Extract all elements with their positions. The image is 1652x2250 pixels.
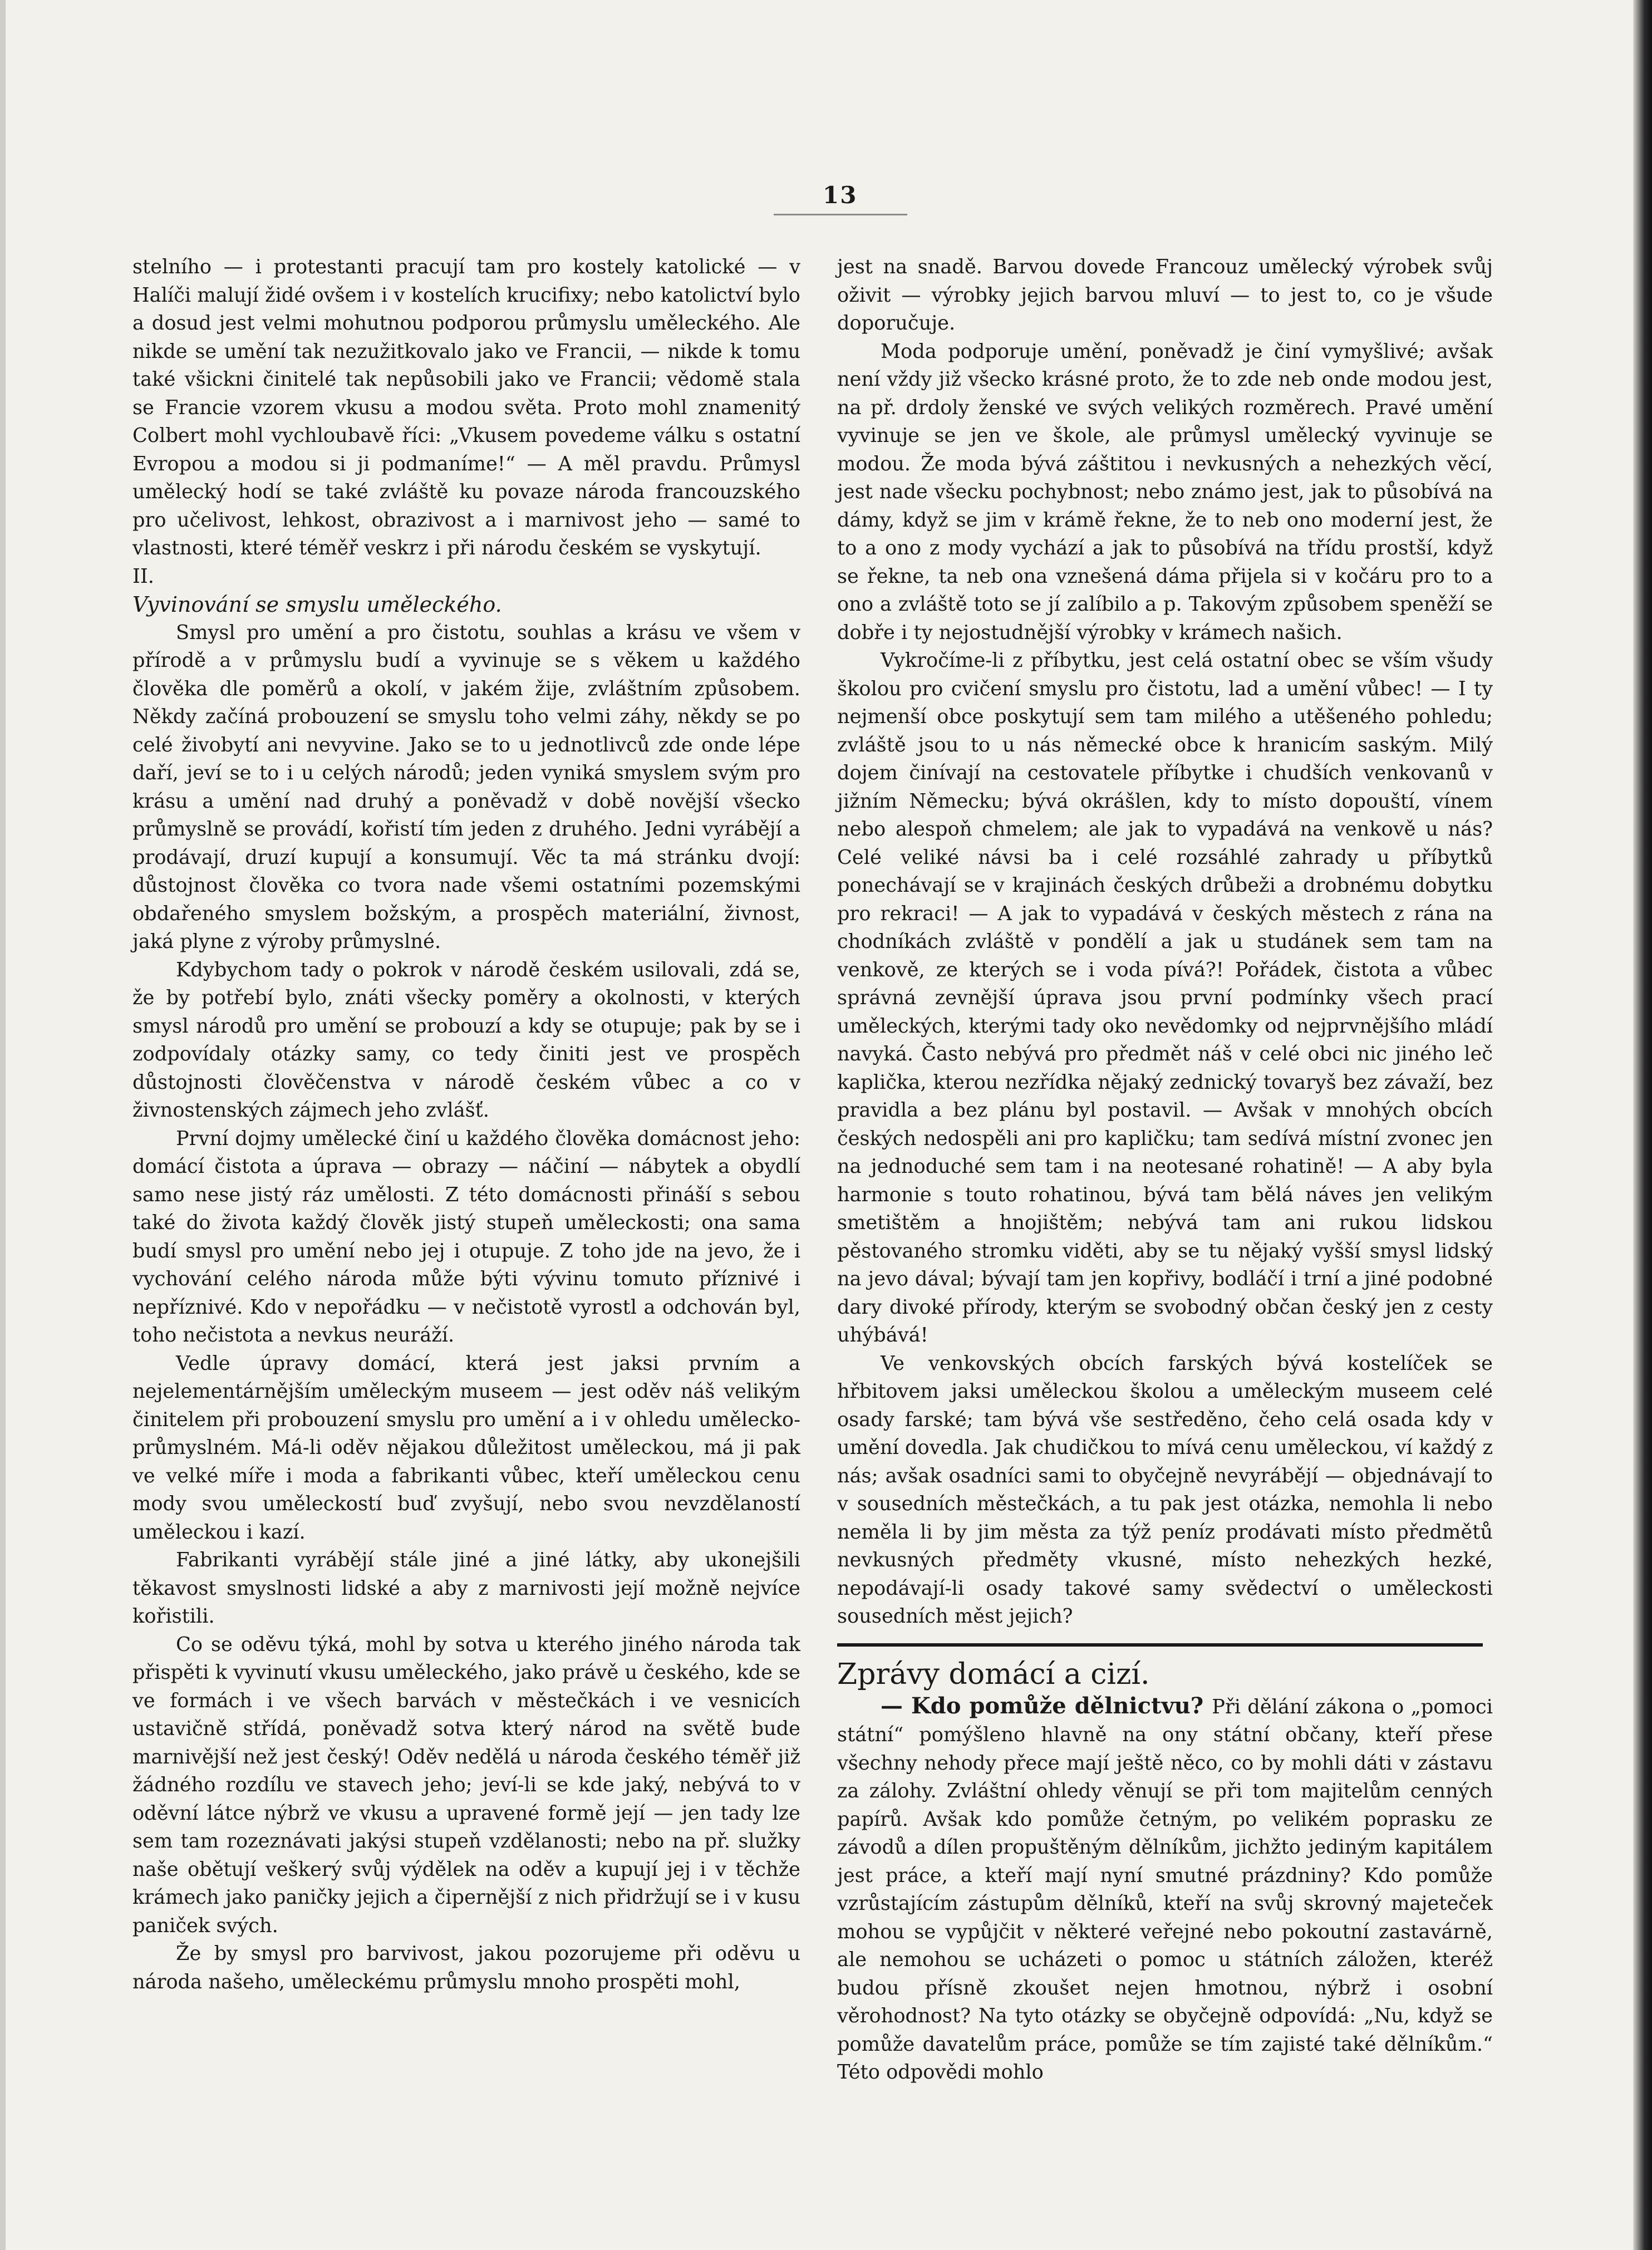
news-section-heading: Zprávy domácí a cizí.	[837, 1657, 1150, 1691]
article-paragraph: První dojmy umělecké činí u každého člověka domácnost jeho: domácí čistota a úprava — obrazy — náčiní — nábytek a obydlí samo nese jistý ráz umělosti. Z této domácnosti přináší s sebou také do života každý člověk jistý stupeň uměleckosti; ona sama budí smysl pro umění nebo jej i otupuje. Z toho jde na jevo, že i vychování celého národa může býti vývinu tomuto příznivé i nepříznivé. Kdo v nepořádku — v nečistotě vyrostl a odchován byl, toho nečistota a nevkus neuráží.	[132, 1127, 800, 1347]
article-paragraph: Smysl pro umění a pro čistotu, souhlas a krásu ve všem v přírodě a v průmyslu budí a vyvinuje se s věkem u každého člověka dle poměrů a okolí, v jakém žije, zvláštním způsobem. Někdy začíná probouzení se smyslu toho velmi záhy, někdy se po celé živobytí ani nevyvine. Jako se to u jednotlivců zde onde lépe daří, jeví se to i u celých národů; jeden vyniká smyslem svým pro krásu a umění nad druhý a poněvadž v době novější všecko průmyslně se provádí, kořistí tím jeden z druhého. Jedni vyrábějí a prodávají, druzí kupují a konsumují. Věc ta má stránku dvojí: důstojnost člověka co tvora nade všemi ostatními pozemskými obdařeného smyslem božským, a prospěch materiální, živnost, jaká plyne z výroby průmyslné.	[132, 621, 800, 953]
section-divider	[837, 1643, 1483, 1647]
article-paragraph: Vykročíme-li z příbytku, jest celá ostatní obec se vším všudy školou pro cvičení smyslu pro čistotu, lad a umění vůbec! — I ty nejmenší obce poskytují sem tam milého a utěšeného pohledu; zvláště jsou to u nás německé obce k hranicím saským. Milý dojem činívají na cestovatele příbytke i chudších venkovanů v jižním Německu; bývá okrášlen, kdy to místo dopouští, vínem nebo alespoň chmelem; ale jak to vypadává na venkově u nás? Celé veliké návsi ba i celé rozsáhlé zahrady u příbytků ponechávají se v krajinách českých drůbeži a drobnému dobytku pro rekraci! — A jak to vypadává v českých městech z rána na chodníkách zvláště v pondělí a jak u studánek sem tam na venkově, ze kterých se i voda pívá?! Pořádek, čistota a vůbec správná zevnější úprava jsou první podmínky všech prací uměleckých, kterými tady oko nevědomky od nejprvnějšího mládí navyká. Často nebývá pro předmět náš v celé obci nic jiného leč kaplička, kterou nezřídka nějaký zednický tovaryš bez závaží, bez pravidla a bez plánu byl postavil. — Avšak v mnohých obcích českých nedospěli ani pro kapličku; tam sedívá místní zvonec jen na jednoduché sem tam i na neotesané rohatině! — A aby byla harmonie s touto rohatinou, bývá tam bělá náves jen velikým smetištěm a hnojištěm; nebývá tam ani rukou lidskou pěstovaného stromku viděti, aby se tu nějaký vyšší smysl lidský na jevo dával; bývají tam jen kopřivy, bodláčí i trní a jiné podobné dary divoké přírody, kterým se svobodný občan český jen z cesty uhýbává!	[837, 649, 1493, 1347]
right-column	[837, 253, 1493, 2087]
section-number: II.	[132, 564, 154, 588]
article-paragraph: jest na snadě. Barvou dovede Francouz umělecký výrobek svůj oživit — výrobky jejich barvou mluví — to jest to, co je všude doporučuje.	[837, 256, 1493, 335]
article-paragraph: Co se oděvu týká, mohl by sotva u kterého jiného národa tak přispěti k vyvinutí vkusu uměleckého, jako právě u českého, kde se ve formách i ve všech barvách v městečkách i ve vesnicích ustavičně střídá, poněvadž sotva který národ na světě bude marnivější než jest český! Oděv nedělá u národa českého téměř již žádného rozdílu ve stavech jeho; jeví-li se kde jaký, nebývá to v oděvní látce nýbrž ve vkusu a upravené formě její — jen tady lze sem tam rozeznávati jakýsi stupeň vzdělanosti; nebo na př. služky naše obětují veškerý svůj výdělek na oděv a kupují jej i v těchže krámech jako paničky jejich a čipernější z nich přidržují se i v kusu paniček svých.	[132, 1633, 800, 1937]
page-number: 13	[823, 181, 858, 209]
article-paragraph: Ve venkovských obcích farských bývá kostelíček se hřbitovem jaksi uměleckou školou a uměleckým museem celé osady farské; tam bývá vše sestředěno, čeho celá osada kdy v umění dovedla. Jak chudičkou to mívá cenu uměleckou, ví každý z nás; avšak osadníci sami to obyčejně nevyrábějí — objednávají to v sousedních městečkách, a tu pak jest otázka, nemohla li nebo neměla li by jim města za týž peníz prodávati místo předmětů nevkusných předměty vkusné, místo nehezkých hezké, nepodávají-li osady takové samy svědectví o uměleckosti sousedních měst jejich?	[837, 1352, 1493, 1628]
scan-edge-left	[0, 0, 6, 2250]
left-column	[132, 253, 800, 1996]
article-paragraph: Kdybychom tady o pokrok v národě českém usilovali, zdá se, že by potřebí bylo, znáti všecky poměry a okolnosti, v kterých smysl národů pro umění se probouzí a kdy se otupuje; pak by se i zodpovídaly otázky samy, co tedy činiti jest ve prospěch důstojnosti člověčenstva v národě českém vůbec a co v živnostenských zájmech jeho zvlášť.	[132, 958, 800, 1122]
article-paragraph: Fabrikanti vyrábějí stále jiné a jiné látky, aby ukonejšili těkavost smyslnosti lidské a aby z marnivosti její možně nejvíce kořistili.	[132, 1549, 800, 1628]
page-number-rule	[774, 214, 907, 215]
news-item	[837, 1692, 1493, 2087]
news-headline: — Kdo pomůže dělnictvu?	[881, 1692, 1212, 1719]
article-paragraph: Vedle úpravy domácí, která jest jaksi prvním a nejelementárnějším uměleckým museem — jest oděv náš velikým činitelem při probouzení smyslu pro umění a i v ohledu umělecko-průmyslném. Má-li oděv nějakou důležitost uměleckou, má ji pak ve velké míře i moda a fabrikanti vůbec, kteří uměleckou cenu mody svou uměleckostí buď zvyšují, nebo svou nevzdělaností uměleckou i kazí.	[132, 1352, 800, 1544]
article-paragraph: Že by smysl pro barvivost, jakou pozorujeme při oděvu u národa našeho, uměleckému průmyslu mnoho prospěti mohl,	[132, 1942, 800, 1993]
article-continuation-paragraph: stelního — i protestanti pracují tam pro kostely katolické — v Halíči malují židé ovšem i v kostelích krucifixy; nebo katolictví bylo a dosud jest velmi mohutnou podporou průmyslu uměleckého. Ale nikde se umění tak nezužitkovalo jako ve Francii, — nikde k tomu také všickni činitelé tak nepůsobili jako ve Francii; vědomě stala se Francie vzorem vkusu a modou světa. Proto mohl znamenitý Colbert mohl vychloubavě říci: „Vkusem povedeme válku s ostatní Evropou a modou si ji podmaníme!“ — A měl pravdu. Průmysl umělecký hodí se také zvláště ku povaze národa francouzského pro učelivost, lehkost, obrazivost a i marnivost jeho — samé to vlastnosti, které téměř veskrz i při národu českém se vyskytují.	[132, 256, 800, 559]
article-paragraph: Moda podporuje umění, poněvadž je činí vymyšlivé; avšak není vždy již všecko krásné proto, že to zde neb onde modou jest, na př. drdoly ženské ve svých velikých rozměrech. Pravé umění vyvinuje se jen ve škole, ale průmysl umělecký vyvinuje se modou. Že moda bývá záštitou i nevkusných a nehezkých věcí, jest nade všecku pochybnost; nebo známo jest, jak to působívá na dámy, když se jim v krámě řekne, že to neb ono moderní jest, že to a ono z mody vychází a jak to působívá na třídu prostší, když se řekne, ta neb ona vznešená dáma přijela si v kočáru pro to a ono a zvláště toto se jí zalíbilo a p. Takovým způsobem speněží se dobře i ty nejostudnější výrobky v krámech našich.	[837, 340, 1493, 644]
section-title: Vyvinování se smyslu uměleckého.	[132, 592, 502, 617]
news-text: Při dělání zákona o „pomoci státní“ pomýšleno hlavně na ony státní občany, kteří přese všechny nehody přece mají ještě něco, co by mohli dáti v zástavu za zálohy. Zvláštní ohledy věnují se při tom majitelům cenných papírů. Avšak kdo pomůže četným, po velikém poprasku ze závodů a dílen propuštěným dělníkům, jichžto jediným kapitálem jest práce, a kteří mají nyní smutné prázdniny? Kdo pomůže vzrůstajícím zástupům dělníků, kteří na svůj skrovný majeteček mohou se vypůjčit v některé veřejné nebo pokoutní zastavárně, ale nemohou se ucházeti o pomoc u státních záložen, kteréž budou přísně zkoušet nejen hmotnou, nýbrž i osobní věrohodnost? Na tyto otázky se obyčejně odpovídá: „Nu, když se pomůže davatelům práce, pomůže se tím zajisté také dělníkům.“ Této odpovědi mohlo	[837, 1695, 1493, 2084]
scan-edge-right	[1633, 0, 1652, 2250]
